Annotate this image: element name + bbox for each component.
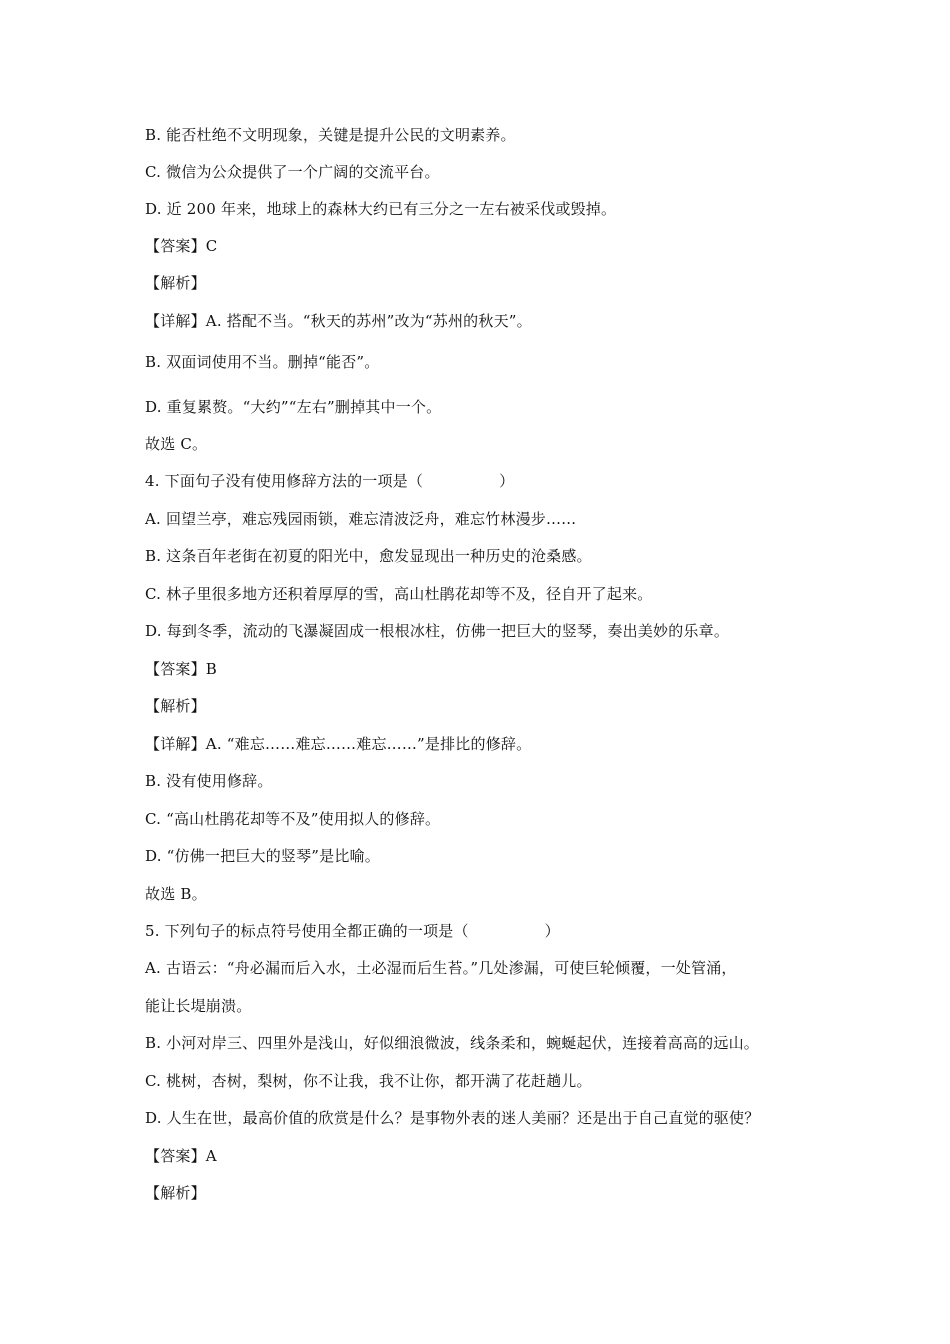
question-5: 5. 下列句子的标点符号使用全都正确的一项是（ ） (145, 922, 560, 940)
q5-analysis-label: 【解析】 (145, 1184, 206, 1202)
question-4: 4. 下面句子没有使用修辞方法的一项是（ ） (145, 472, 515, 490)
option-c-line: C. 微信为公众提供了一个广阔的交流平台。 (145, 163, 440, 181)
q4-option-d: D. 每到冬季，流动的飞瀑凝固成一根根冰柱，仿佛一把巨大的竖琴，奏出美妙的乐章。 (145, 622, 730, 640)
q5-option-a: A. 古语云：“舟必漏而后入水，土必湿而后生苔。”几处渗漏，可使巨轮倾覆，一处管涌， (145, 959, 737, 977)
q4-detail-b: B. 没有使用修辞。 (145, 772, 273, 790)
q5-answer: 【答案】A (145, 1147, 217, 1165)
q4-option-b: B. 这条百年老街在初夏的阳光中，愈发显现出一种历史的沧桑感。 (145, 547, 592, 565)
analysis-label: 【解析】 (145, 274, 206, 292)
q4-option-c: C. 林子里很多地方还积着厚厚的雪，高山杜鹃花却等不及，径自开了起来。 (145, 585, 653, 603)
explanation-b: B. 双面词使用不当。删掉“能否”。 (145, 353, 380, 371)
q5-option-a-cont: 能让长堤崩溃。 (145, 997, 252, 1015)
q4-conclusion: 故选 B。 (145, 885, 207, 903)
q4-detail-c: C. “高山杜鹃花却等不及”使用拟人的修辞。 (145, 810, 441, 828)
detail-explanation: 【详解】A. 搭配不当。“秋天的苏州”改为“苏州的秋天”。 (145, 312, 532, 330)
q4-option-a: A. 回望兰亭，难忘残园雨锁，难忘清波泛舟，难忘竹林漫步…… (145, 510, 577, 528)
answer-label: 【答案】C (145, 237, 218, 255)
q5-option-c: C. 桃树，杏树，梨树，你不让我，我不让你，都开满了花赶趟儿。 (145, 1072, 592, 1090)
q4-answer: 【答案】B (145, 660, 218, 678)
explanation-d: D. 重复累赘。“大约”“左右”删掉其中一个。 (145, 398, 442, 416)
q5-option-d: D. 人生在世，最高价值的欣赏是什么？是事物外表的迷人美丽？还是出于自己直觉的驱使？ (145, 1109, 760, 1127)
conclusion: 故选 C。 (145, 435, 208, 453)
q4-analysis-label: 【解析】 (145, 697, 206, 715)
option-d-line: D. 近 200 年来，地球上的森林大约已有三分之一左右被采伐或毁掉。 (145, 200, 617, 218)
q4-detail-a: 【详解】A. “难忘……难忘……难忘……”是排比的修辞。 (145, 735, 532, 753)
q5-option-b: B. 小河对岸三、四里外是浅山，好似细浪微波，线条柔和，蜿蜒起伏，连接着高高的远山。 (145, 1034, 759, 1052)
option-b-line: B. 能否杜绝不文明现象，关键是提升公民的文明素养。 (145, 126, 516, 144)
q4-detail-d: D. “仿佛一把巨大的竖琴”是比喻。 (145, 847, 380, 865)
